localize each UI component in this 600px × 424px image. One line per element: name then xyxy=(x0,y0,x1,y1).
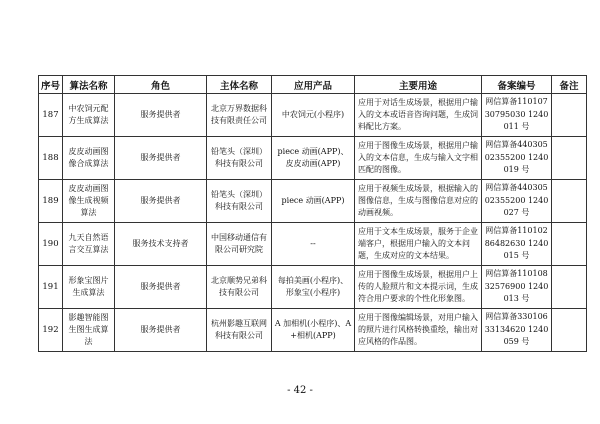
table-row xyxy=(39,309,587,352)
row-filing: 网信算备44030502355200 1240019 号 xyxy=(482,137,552,180)
row-product: piece 动画(APP)、皮皮动画(APP) xyxy=(272,137,355,180)
row-algorithm: 九天自然语言交互算法 xyxy=(63,223,115,266)
row-product: 中农饲元(小程序) xyxy=(272,94,355,137)
row-role: 服务技术支持者 xyxy=(115,223,207,266)
row-algorithm: 影趣智能图生图生成算法 xyxy=(63,309,115,352)
row-filing: 网信算备33010633134620 1240059 号 xyxy=(482,309,552,352)
row-filing: 网信算备11010730795030 1240011 号 xyxy=(482,94,552,137)
algorithm-filing-table xyxy=(38,75,587,352)
header-product: 应用产品 xyxy=(272,76,355,94)
header-note: 备注 xyxy=(552,76,587,94)
row-no: 188 xyxy=(39,137,63,180)
row-role: 服务提供者 xyxy=(115,309,207,352)
row-algorithm: 皮皮动画图像合成算法 xyxy=(63,137,115,180)
row-algorithm: 形象宝图片生成算法 xyxy=(63,266,115,309)
row-filing: 网信算备44030502355200 1240027 号 xyxy=(482,180,552,223)
row-no: 191 xyxy=(39,266,63,309)
table-row xyxy=(39,180,587,223)
row-role: 服务提供者 xyxy=(115,94,207,137)
row-product: A 加相机(小程序)、A+相机(APP) xyxy=(272,309,355,352)
row-product: -- xyxy=(272,223,355,266)
header-algorithm-name: 算法名称 xyxy=(63,76,115,94)
row-note xyxy=(552,309,587,352)
row-purpose: 应用于视频生成场景，根据输入的图像信息，生成与图像信息对应的动画视频。 xyxy=(355,180,482,223)
row-entity: 铅笔头（深圳）科技有限公司 xyxy=(207,180,272,223)
row-note xyxy=(552,180,587,223)
table-header-row xyxy=(39,76,587,94)
page-number: - 42 - xyxy=(287,385,313,396)
table-row xyxy=(39,266,587,309)
row-role: 服务提供者 xyxy=(115,137,207,180)
row-purpose: 应用于图像生成场景，根据用户输入的文本信息，生成与输入文字相匹配的图像。 xyxy=(355,137,482,180)
table-row xyxy=(39,223,587,266)
row-no: 189 xyxy=(39,180,63,223)
table-row xyxy=(39,94,587,137)
header-purpose: 主要用途 xyxy=(355,76,482,94)
row-purpose: 应用于图像生成场景，根据用户上传的人脸照片和文本提示词，生成符合用户要求的个性化形象图。 xyxy=(355,266,482,309)
row-filing: 网信算备11010832576900 1240013 号 xyxy=(482,266,552,309)
row-entity: 北京万界数据科技有限责任公司 xyxy=(207,94,272,137)
header-role: 角色 xyxy=(115,76,207,94)
row-entity: 北京顺势兄弟科技有限公司 xyxy=(207,266,272,309)
row-purpose: 应用于文本生成场景，服务于企业端客户，根据用户输入的文本问题，生成对应的文本结果。 xyxy=(355,223,482,266)
header-entity-name: 主体名称 xyxy=(207,76,272,94)
row-role: 服务提供者 xyxy=(115,180,207,223)
row-algorithm: 中农饲元配方生成算法 xyxy=(63,94,115,137)
row-entity: 中国移动通信有限公司研究院 xyxy=(207,223,272,266)
row-no: 192 xyxy=(39,309,63,352)
row-product: piece 动画(APP) xyxy=(272,180,355,223)
row-entity: 杭州影趣互联网科技有限公司 xyxy=(207,309,272,352)
row-entity: 铅笔头（深圳）科技有限公司 xyxy=(207,137,272,180)
row-purpose: 应用于对话生成场景，根据用户输入的文本或语音咨询问题，生成饲料配比方案。 xyxy=(355,94,482,137)
header-no: 序号 xyxy=(39,76,63,94)
row-note xyxy=(552,266,587,309)
row-role: 服务提供者 xyxy=(115,266,207,309)
table-row xyxy=(39,137,587,180)
row-algorithm: 皮皮动画图像生成视频算法 xyxy=(63,180,115,223)
row-note xyxy=(552,94,587,137)
header-filing-number: 备案编号 xyxy=(482,76,552,94)
row-product: 每拍美画(小程序)、形象宝(小程序) xyxy=(272,266,355,309)
row-purpose: 应用于图像编辑场景，对用户输入的照片进行风格转换重绘，输出对应风格的作品图。 xyxy=(355,309,482,352)
row-no: 190 xyxy=(39,223,63,266)
row-filing: 网信算备11010286482630 1240015 号 xyxy=(482,223,552,266)
row-note xyxy=(552,223,587,266)
row-note xyxy=(552,137,587,180)
row-no: 187 xyxy=(39,94,63,137)
